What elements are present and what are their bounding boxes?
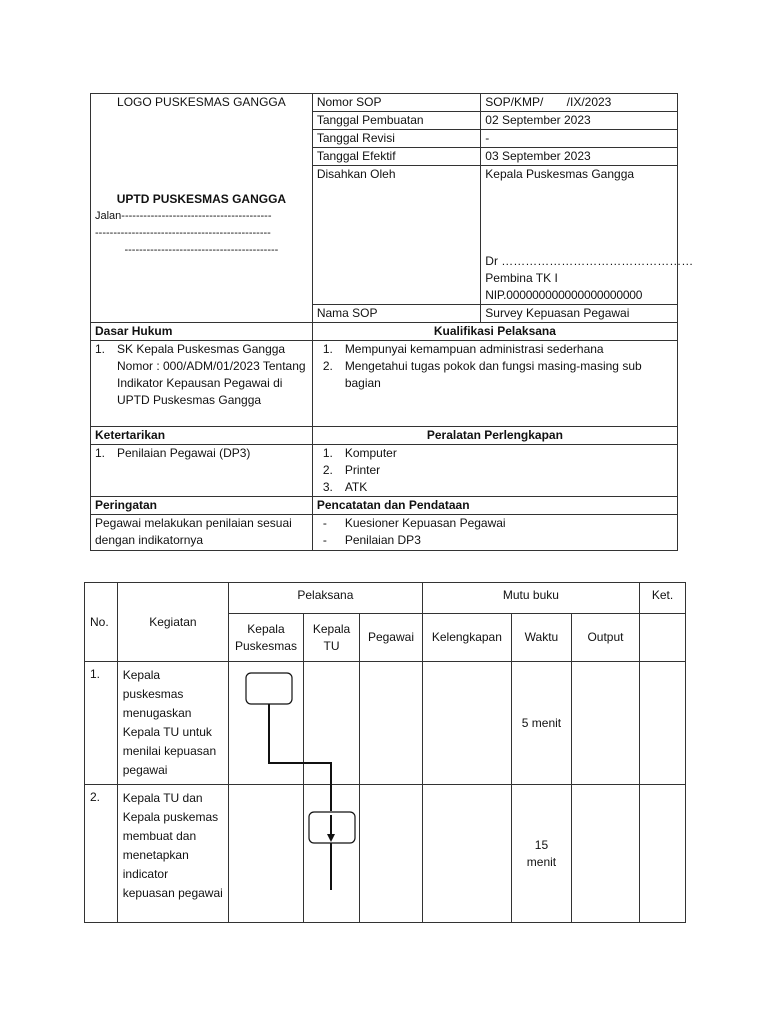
field-value: 02 September 2023 [481, 112, 678, 130]
list-item: - Kuesioner Kepuasan Pegawai [322, 516, 506, 530]
row-kegiatan: Kepala puskesmas menugaskan Kepala TU untuk menilai kepuasan pegawai [117, 662, 228, 785]
list-item: 2. Printer [322, 463, 381, 477]
field-label: Tanggal Efektif [312, 148, 480, 166]
logo-placeholder: LOGO PUSKESMAS GANGGA [117, 95, 286, 109]
section-title-peralatan: Peralatan Perlengkapan [312, 427, 677, 445]
field-label: Nama SOP [312, 305, 480, 323]
list-item: 3. ATK [322, 480, 368, 494]
row-no: 2. [85, 785, 118, 923]
header-kepala-tu: Kepala TU [303, 614, 359, 662]
list-item: 2. Mengetahui tugas pokok dan fungsi masing-masing sub bagian [322, 359, 642, 390]
header-kegiatan: Kegiatan [117, 583, 228, 662]
signer-nip: NIP.000000000000000000000 [485, 288, 643, 302]
list-item: 1. Komputer [322, 446, 397, 460]
field-label: Nomor SOP [312, 94, 480, 112]
list-item: - Penilaian DP3 [322, 533, 421, 547]
section-title-peringatan: Peringatan [91, 497, 313, 515]
section-title-dasar-hukum: Dasar Hukum [91, 323, 313, 341]
signer-rank: Pembina TK I [485, 271, 558, 285]
header-pelaksana: Pelaksana [229, 583, 423, 614]
field-value: Kepala Puskesmas Gangga [485, 167, 635, 181]
list-item: 1. SK Kepala Puskesmas Gangga Nomor : 000/ADM/01/2023 Tentang Indikator Kepausan Pegawai di UPTD Puskesmas Gangga [95, 342, 306, 407]
field-label: Disahkan Oleh [312, 166, 480, 305]
section-title-keterkaitan: Ketertarikan [91, 427, 313, 445]
address-line: ------------------------------------------ [124, 244, 279, 256]
field-value: - [481, 130, 678, 148]
header-kelengkapan: Kelengkapan [422, 614, 511, 662]
field-value: 03 September 2023 [481, 148, 678, 166]
header-ket: Ket. [640, 583, 686, 614]
org-name: UPTD PUSKESMAS GANGGA [116, 192, 287, 206]
header-output: Output [571, 614, 639, 662]
flow-connector-1 [269, 704, 331, 811]
field-value: SOP/KMP/ /IX/2023 [481, 94, 678, 112]
section-title-pencatatan: Pencatatan dan Pendataan [312, 497, 677, 515]
field-label: Tanggal Revisi [312, 130, 480, 148]
list-item: 1. Mempunyai kemampuan administrasi sederhana [322, 342, 604, 356]
sop-name-value: Survey Kepuasan Pegawai [481, 305, 678, 323]
section-title-kualifikasi: Kualifikasi Pelaksana [312, 323, 677, 341]
address-line: Jalan----------------------------------------- [95, 210, 272, 222]
row-waktu: 5 menit [512, 662, 572, 785]
field-label: Tanggal Pembuatan [312, 112, 480, 130]
signer-name: Dr ………………………………………… [485, 254, 694, 268]
header-kepala-puskesmas: Kepala Puskesmas [229, 614, 304, 662]
address-line: ------------------------------------------------ [95, 227, 271, 239]
list-item: 1. Penilaian Pegawai (DP3) [95, 446, 251, 460]
header-no: No. [85, 583, 118, 662]
header-mutu-buku: Mutu buku [422, 583, 639, 614]
row-waktu: 15 menit [512, 785, 572, 923]
peringatan-text: Pegawai melakukan penilaian sesuai dengan indikatornya [91, 515, 313, 551]
header-pegawai: Pegawai [360, 614, 423, 662]
flow-step-box-1 [246, 673, 292, 704]
row-no: 1. [85, 662, 118, 785]
header-waktu: Waktu [512, 614, 572, 662]
row-kegiatan: Kepala TU dan Kepala puskemas membuat dan menetapkan indicator kepuasan pegawai [117, 785, 228, 923]
